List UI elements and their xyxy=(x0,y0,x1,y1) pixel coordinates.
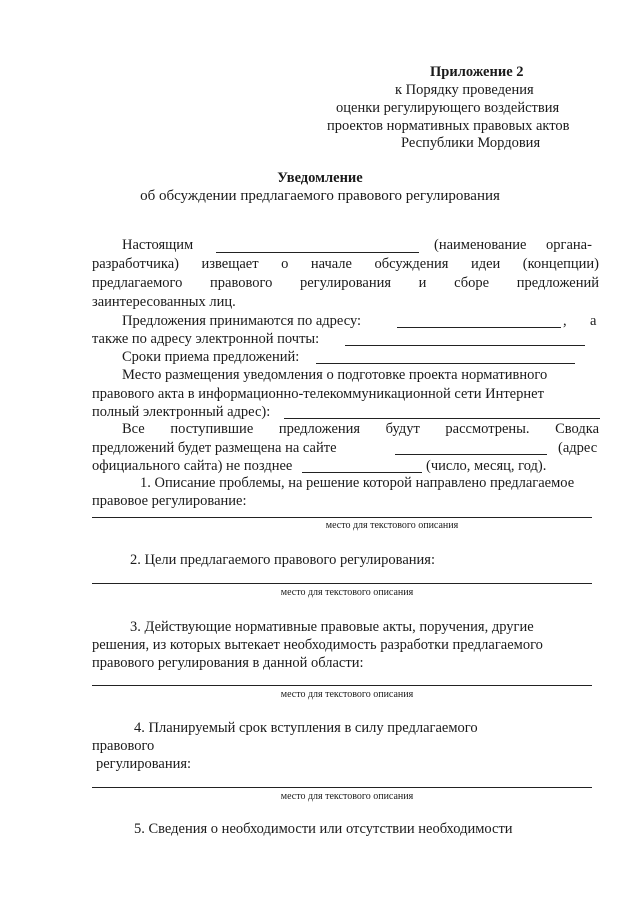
placement-line: Место размещения уведомления о подготовке проекта нормативного xyxy=(122,367,548,383)
section-1-field-line xyxy=(92,517,592,518)
section-2-caption: место для текстового описания xyxy=(280,587,414,598)
address-blank xyxy=(397,327,561,328)
section-3-field-line xyxy=(92,685,592,686)
section-1-line: 1. Описание проблемы, на решение которой направлено предлагаемое xyxy=(140,475,575,491)
date-label: официального сайта) не позднее xyxy=(92,458,293,474)
placement-line: правового акта в информационно-телекоммуникационной сети Интернет xyxy=(92,386,544,402)
date-note: (число, месяц, год). xyxy=(426,458,547,474)
section-5-line: 5. Сведения о необходимости или отсутствии необходимости xyxy=(134,821,513,837)
header-line: Республики Мордовия xyxy=(401,135,541,151)
intro-word: органа- xyxy=(546,237,592,253)
full-address-blank xyxy=(284,418,600,419)
intro-word: (наименование xyxy=(434,237,527,253)
section-4-caption: место для текстового описания xyxy=(280,791,414,802)
section-2-line: 2. Цели предлагаемого правового регулирования: xyxy=(130,552,435,568)
intro-line-4: заинтересованных лиц. xyxy=(92,294,236,310)
intro-line-2: разработчика) извещает о начале обсуждения идеи (концепции) xyxy=(92,256,599,272)
full-address-label: полный электронный адрес): xyxy=(92,404,271,420)
deadline-blank xyxy=(316,363,575,364)
section-3-line: решения, из которых вытекает необходимость разработки предлагаемого xyxy=(92,637,543,653)
section-3-line: правового регулирования в данной области: xyxy=(92,655,364,671)
intro-line-3: предлагаемого правового регулирования и сборе предложений xyxy=(92,275,599,291)
section-4-field-line xyxy=(92,787,592,788)
section-4-line: 4. Планируемый срок вступления в силу предлагаемого xyxy=(134,720,478,736)
section-1-line: правовое регулирование: xyxy=(92,493,247,509)
site-note: (адрес xyxy=(558,440,598,456)
section-2-field-line xyxy=(92,583,592,584)
address-comma: , xyxy=(563,313,567,329)
document-title: Уведомление xyxy=(277,170,363,186)
section-3-caption: место для текстового описания xyxy=(280,689,414,700)
address-label: Предложения принимаются по адресу: xyxy=(122,313,362,329)
deadline-label: Сроки приема предложений: xyxy=(122,349,300,365)
email-label: также по адресу электронной почты: xyxy=(92,331,320,347)
site-label: предложений будет размещена на сайте xyxy=(92,440,337,456)
organ-name-blank xyxy=(216,252,419,253)
section-4-line: правового xyxy=(92,738,155,754)
header-line: к Порядку проведения xyxy=(395,82,534,98)
intro-word: Настоящим xyxy=(122,237,194,253)
date-blank xyxy=(302,472,422,473)
section-1-caption: место для текстового описания xyxy=(325,520,459,531)
site-blank xyxy=(395,454,547,455)
proposals-line: Все поступившие предложения будут рассмотрены. Сводка xyxy=(122,421,600,437)
appendix-title: Приложение 2 xyxy=(430,64,524,80)
section-3-line: 3. Действующие нормативные правовые акты, поручения, другие xyxy=(130,619,534,635)
intro-word: а xyxy=(590,313,597,329)
section-4-line: регулирования: xyxy=(96,756,192,772)
header-line: проектов нормативных правовых актов xyxy=(327,118,570,134)
header-line: оценки регулирующего воздействия xyxy=(336,100,560,116)
document-subtitle: об обсуждении предлагаемого правового регулирования xyxy=(140,188,500,204)
email-blank xyxy=(345,345,585,346)
